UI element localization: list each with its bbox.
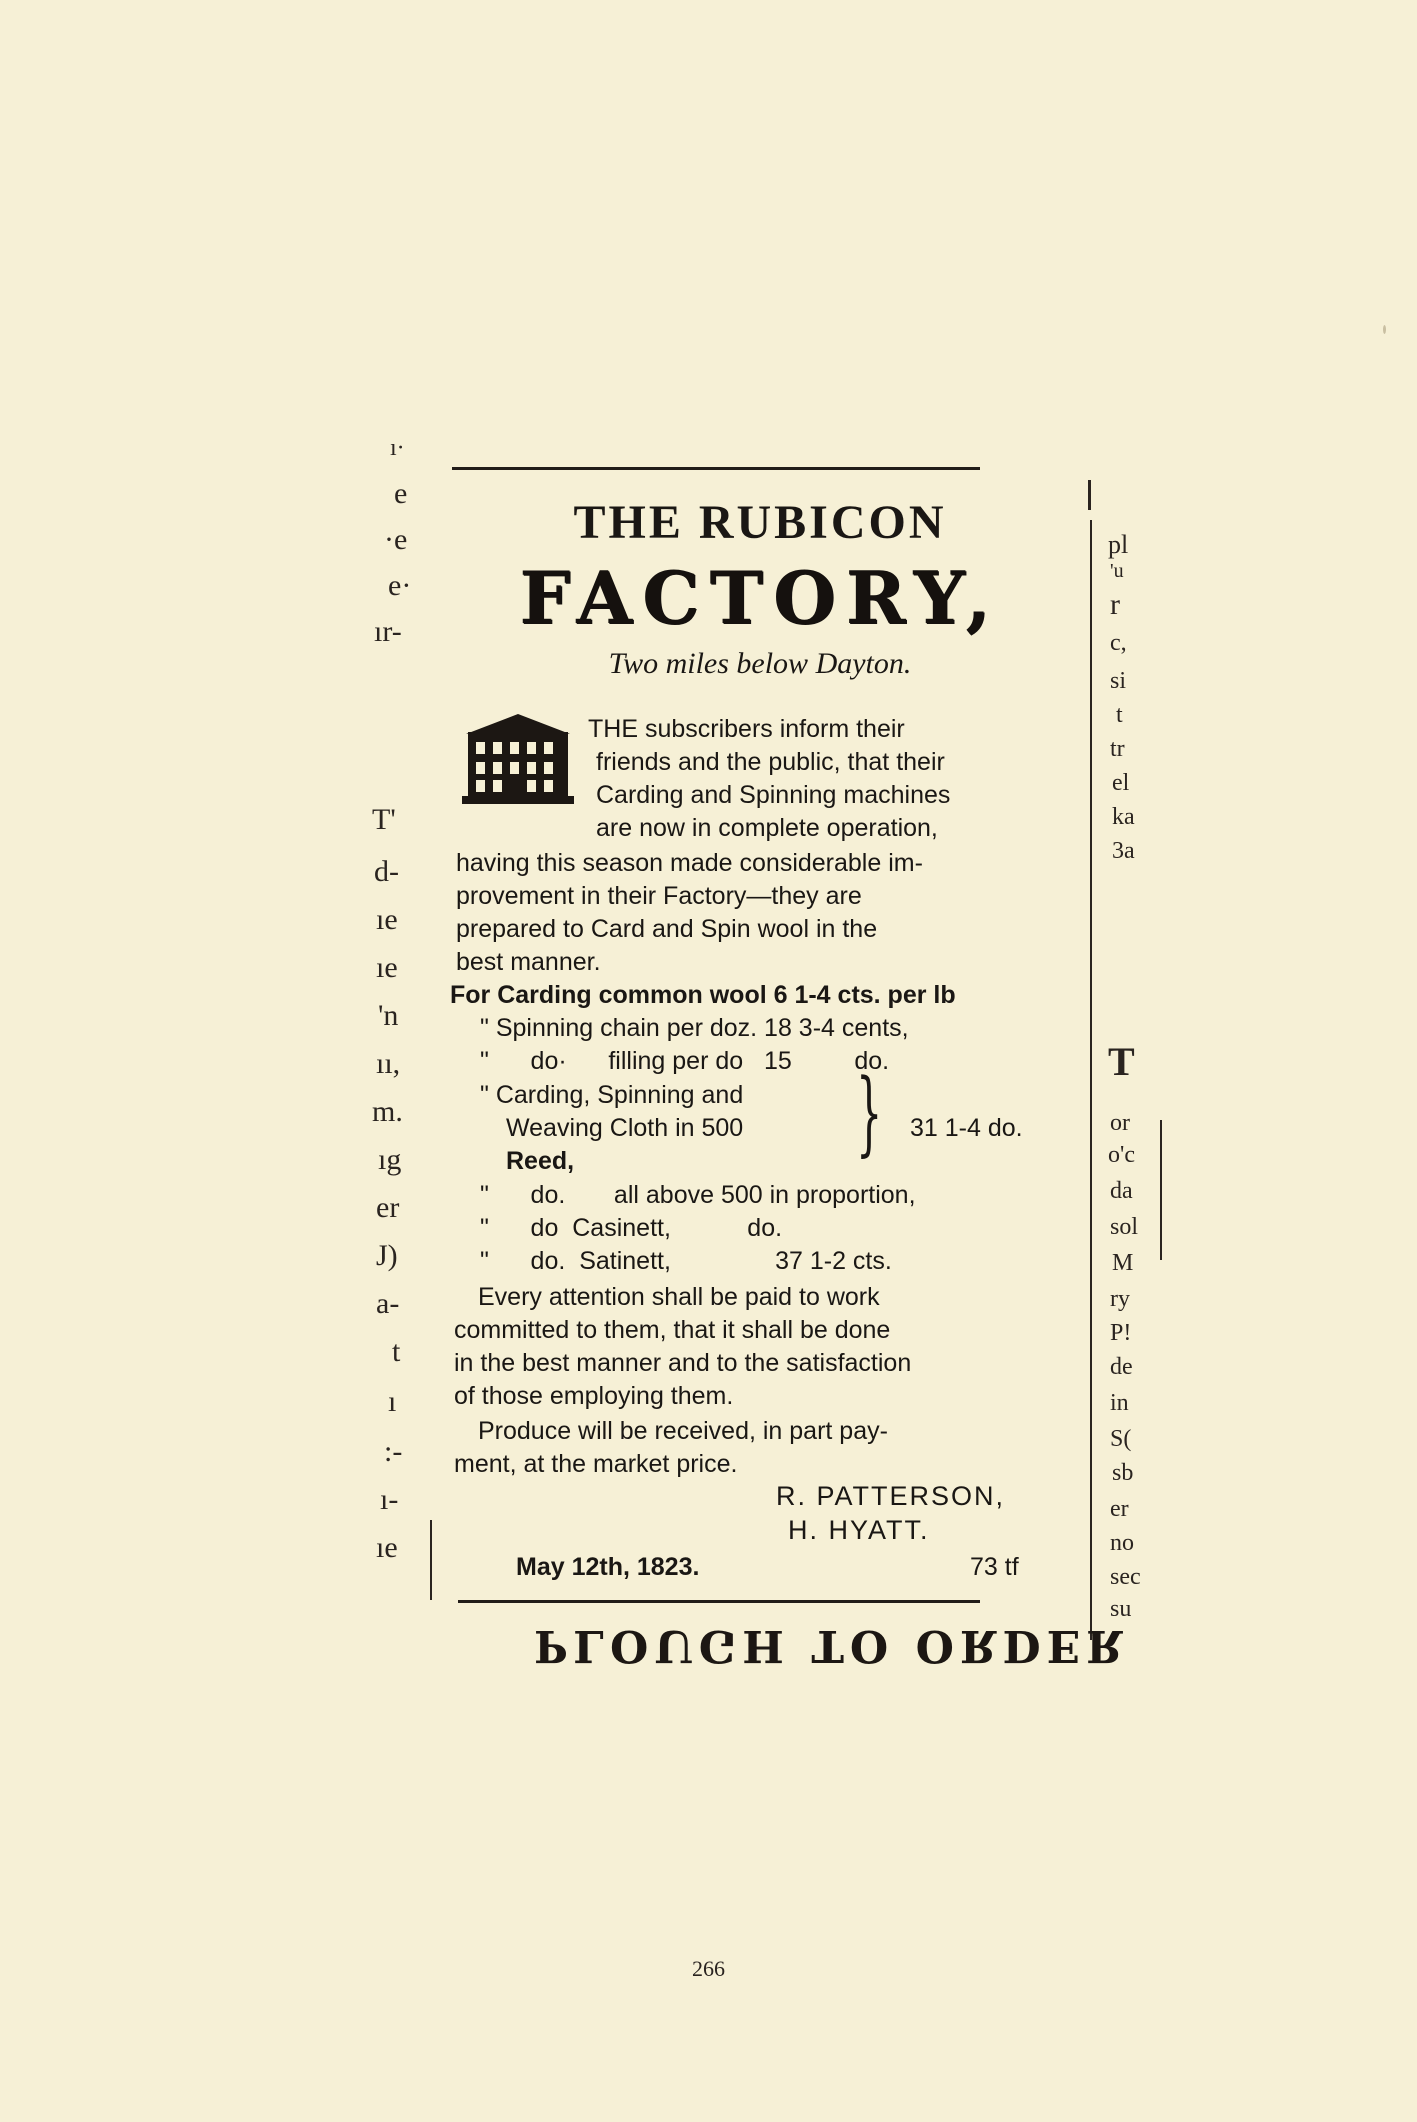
fragment-text: tr — [1110, 736, 1125, 762]
closing-line: in the best manner and to the satisfaction — [454, 1349, 912, 1377]
right-column-fragments — [1100, 530, 1180, 1630]
fragment-text: ıg — [378, 1143, 402, 1176]
top-rule — [452, 467, 980, 470]
fragment-text: T — [1108, 1039, 1135, 1084]
fragment-text: 'n — [378, 999, 399, 1032]
intro-line: friends and the public, that their — [596, 748, 945, 776]
rate-weaving-line1: " Carding, Spinning and — [480, 1081, 744, 1109]
fragment-text: ı — [388, 1385, 397, 1418]
fragment-text: sol — [1110, 1214, 1139, 1240]
fragment-text: su — [1110, 1596, 1132, 1622]
fragment-text: si — [1110, 668, 1127, 694]
paper-speck — [1383, 325, 1386, 334]
column-rule — [1090, 520, 1092, 1640]
ad-code: 73 tf — [970, 1553, 1019, 1581]
rate-carding-line: For Carding common wool 6 1-4 cts. per lb — [450, 981, 956, 1009]
fragment-text: de — [1110, 1354, 1133, 1380]
fragment-text: ıı, — [376, 1047, 401, 1080]
fragment-text: ıe — [376, 1531, 398, 1564]
fragment-text: ıe — [376, 903, 398, 936]
ad-date: May 12th, 1823. — [516, 1553, 700, 1581]
fragment-text: ı· — [390, 435, 405, 461]
fragment-text: t — [392, 1335, 401, 1368]
rate-casinett-line: " do Casinett, do. — [480, 1214, 783, 1242]
fragment-text: e· — [388, 569, 412, 602]
signature-patterson: R. PATTERSON, — [776, 1481, 1006, 1511]
fragment-text: :- — [384, 1435, 403, 1468]
fragment-text: er — [1110, 1496, 1129, 1522]
fragment-text: o'c — [1108, 1142, 1135, 1168]
curly-brace: } — [856, 1059, 883, 1166]
body-line: best manner. — [456, 948, 601, 976]
rate-weaving-line3: Reed, — [506, 1147, 575, 1175]
closing-line: committed to them, that it shall be done — [454, 1316, 891, 1344]
body-line: prepared to Card and Spin wool in the — [456, 915, 878, 943]
intro-line: are now in complete operation, — [596, 814, 938, 842]
ad-title-line2: FACTORY, — [519, 555, 1001, 640]
fragment-text: 3a — [1112, 838, 1135, 864]
rubicon-factory-advertisement — [440, 455, 1080, 1615]
fragment-text: in — [1110, 1390, 1129, 1416]
ad-subtitle: Two miles below Dayton. — [608, 647, 912, 680]
fragment-text: ır- — [374, 615, 402, 648]
rate-satinett-line: " do. Satinett, 37 1-2 cts. — [480, 1247, 892, 1275]
next-ad-heading: PLOUGH TO ORDER — [534, 1620, 1129, 1671]
fragment-text: T' — [372, 803, 396, 836]
fragment-text: pl — [1108, 530, 1129, 559]
fragment-text: r — [1110, 588, 1120, 621]
intro-line: Carding and Spinning machines — [596, 781, 951, 809]
fragment-text: e — [394, 477, 408, 510]
fragment-text: d- — [374, 855, 399, 888]
fragment-text: J) — [376, 1239, 398, 1272]
rate-weaving-line2: Weaving Cloth in 500 — [506, 1114, 744, 1142]
fragment-text: sb — [1112, 1460, 1134, 1486]
fragment-text: ry — [1110, 1286, 1130, 1312]
fragment-text: m. — [372, 1095, 403, 1128]
rate-weaving-price: 31 1-4 do. — [910, 1114, 1023, 1142]
produce-line: ment, at the market price. — [454, 1450, 738, 1478]
fragment-text: 'u — [1110, 560, 1124, 582]
closing-line: Every attention shall be paid to work — [478, 1283, 880, 1311]
fragment-text: t — [1116, 702, 1123, 728]
fragment-text: el — [1112, 770, 1130, 796]
fragment-text: c, — [1110, 630, 1127, 656]
body-line: provement in their Factory—they are — [456, 882, 862, 910]
fragment-text: no — [1110, 1530, 1134, 1556]
left-column-fragments — [372, 425, 434, 1605]
fragment-text: S( — [1110, 1426, 1132, 1452]
closing-line: of those employing them. — [454, 1382, 734, 1410]
fragment-text: ıe — [376, 951, 398, 984]
page-number: 266 — [692, 1956, 725, 1981]
rate-spinning-filling-line: " do· filling per do 15 do. — [480, 1047, 890, 1075]
intro-line: THE subscribers inform their — [588, 715, 905, 743]
rate-spinning-chain-line: " Spinning chain per doz. 18 3-4 cents, — [480, 1014, 909, 1042]
signature-hyatt: H. HYATT. — [788, 1515, 930, 1545]
fragment-text: P! — [1110, 1320, 1132, 1346]
fragment-text: ı- — [380, 1483, 399, 1516]
column-rule — [1088, 480, 1091, 510]
bottom-rule — [458, 1600, 980, 1603]
fragment-text: or — [1110, 1110, 1130, 1136]
rate-above-500-line: " do. all above 500 in proportion, — [480, 1181, 916, 1209]
factory-building-icon — [462, 710, 574, 806]
fragment-text: er — [376, 1191, 400, 1224]
fragment-text: sec — [1110, 1564, 1141, 1590]
fragment-text: a- — [376, 1287, 400, 1320]
produce-line: Produce will be received, in part pay- — [478, 1417, 888, 1445]
ad-title-line1: THE RUBICON — [573, 496, 947, 549]
body-line: having this season made considerable im- — [456, 849, 923, 877]
fragment-text: ka — [1112, 804, 1135, 830]
fragment-text: M — [1112, 1250, 1134, 1276]
fragment-text: ·e — [384, 523, 408, 556]
column-rule — [430, 1520, 432, 1600]
fragment-text: da — [1110, 1178, 1133, 1204]
